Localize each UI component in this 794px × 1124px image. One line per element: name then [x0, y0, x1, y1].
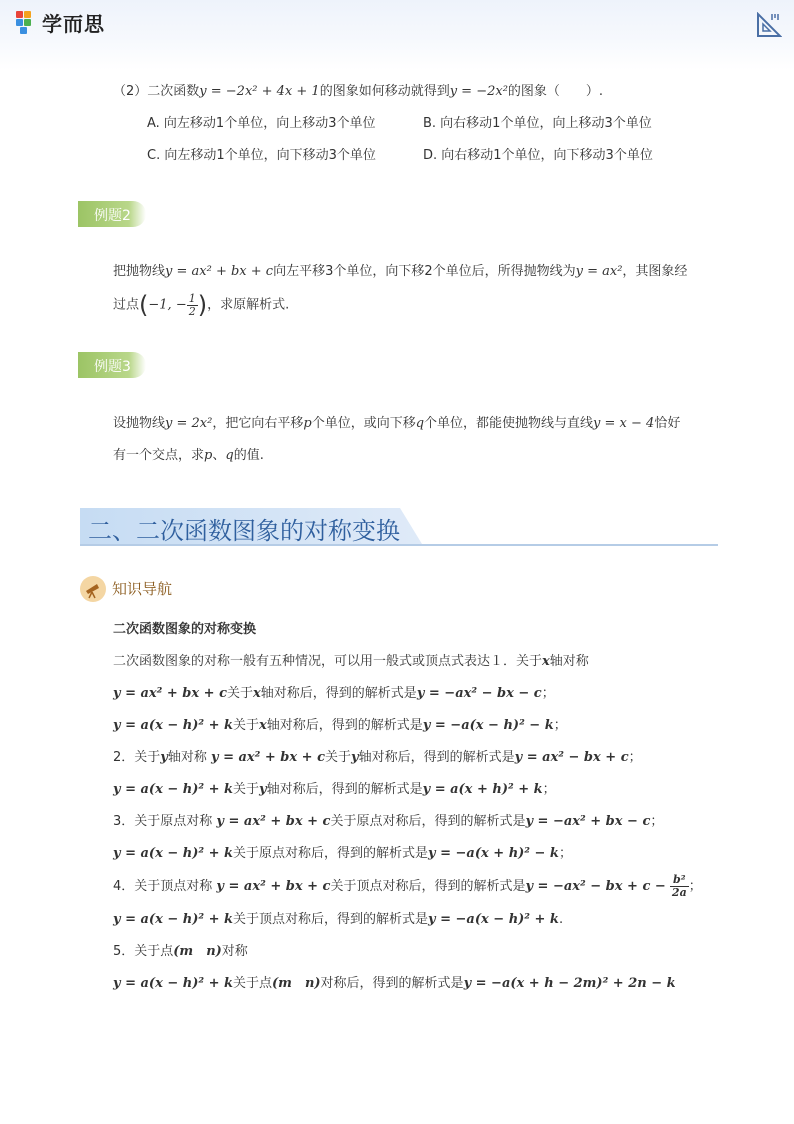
- rule-row: y = a(x − h)² + k关于y轴对称后，得到的解析式是y = a(x + h)² + k；: [113, 782, 556, 797]
- telescope-icon: [80, 576, 106, 602]
- rule-row: 4．关于顶点对称 y = ax² + bx + c关于顶点对称后，得到的解析式是y = −ax² − bx + c − $\frac{\text{b²}}{2a}$ ；: [113, 873, 702, 899]
- rule-row: 5．关于点(m n)对称: [113, 944, 248, 959]
- page-header: [0, 0, 794, 70]
- example-2-line-2: 过点(−1, − $\frac{1}{2}$ )，求原解析式.: [113, 291, 290, 319]
- example-2-label: 例题2: [94, 208, 131, 224]
- knowledge-subtitle: 二次函数图象的对称变换: [113, 622, 257, 637]
- ruler-triangle-icon: [756, 12, 782, 38]
- option-a: A. 向左移动1个单位，向上移动3个单位: [147, 116, 376, 131]
- q2-text: 的图象（ ）.: [507, 84, 604, 99]
- formula: y = ax² + bx + c: [165, 264, 274, 279]
- brand-logo: [16, 8, 105, 37]
- example-3-line-2: 有一个交点，求p、q的值.: [113, 448, 264, 463]
- rule-row: y = a(x − h)² + k关于原点对称后，得到的解析式是y = −a(x + h)² − k；: [113, 846, 572, 861]
- rule-row: y = a(x − h)² + k关于顶点对称后，得到的解析式是y = −a(x − h)² + k.: [113, 912, 564, 927]
- example-3-line-1: 设抛物线y = 2x²，把它向右平移p个单位，或向下移q个单位，都能使抛物线与直线y = x − 4恰好: [113, 416, 681, 431]
- example-2-tag: [78, 201, 146, 227]
- question-2: [113, 82, 603, 102]
- q2-text: （2）二次函数: [113, 84, 200, 99]
- example-3-tag: [78, 352, 146, 378]
- knowledge-intro: 二次函数图象的对称一般有五种情况，可以用一般式或顶点式表达１．关于x轴对称: [113, 654, 589, 669]
- q2-formula-2: y = −2x²: [449, 84, 508, 99]
- formula: y = ax²: [575, 264, 623, 279]
- q2-formula-1: y = −2x² + 4x + 1: [199, 84, 320, 99]
- fraction-b-squared-over-2a: $\frac{\text{b²}}{2a}$: [671, 873, 687, 899]
- point-coordinates: −1, −: [148, 297, 187, 313]
- formula: y = x − 4: [593, 416, 655, 431]
- formula: y = 2x²: [165, 416, 213, 431]
- example-3-label: 例题3: [94, 359, 131, 375]
- fraction-one-half: $\frac{1}{2}$: [188, 291, 196, 318]
- knowledge-nav-label: 知识导航: [112, 580, 173, 598]
- section-title: 二、二次函数图象的对称变换: [88, 517, 400, 545]
- rule-row: y = a(x − h)² + k关于点(m n)对称后，得到的解析式是y = −a(x + h − 2m)² + 2n − k: [113, 976, 676, 991]
- option-c: C. 向左移动1个单位，向下移动3个单位: [147, 148, 376, 163]
- section-heading: [80, 508, 718, 546]
- option-b: B. 向右移动1个单位，向上移动3个单位: [423, 116, 652, 131]
- rule-row: 3．关于原点对称 y = ax² + bx + c关于原点对称后，得到的解析式是y = −ax² + bx − c；: [113, 814, 664, 829]
- q2-text: 的图象如何移动就得到: [319, 84, 450, 99]
- rule-row: y = a(x − h)² + k关于x轴对称后，得到的解析式是y = −a(x − h)² − k；: [113, 718, 567, 733]
- brand-name: 学而思: [42, 12, 105, 36]
- example-2-line-1: 把抛物线y = ax² + bx + c向左平移3个单位，向下移2个单位后，所得抛物线为y = ax²，其图象经: [113, 264, 688, 279]
- rule-row: 2．关于y轴对称 y = ax² + bx + c关于y轴对称后，得到的解析式是y = ax² − bx + c；: [113, 750, 642, 765]
- option-d: D. 向右移动1个单位，向下移动3个单位: [423, 148, 653, 163]
- puzzle-logo-icon: [16, 11, 38, 35]
- rule-row: y = ax² + bx + c关于x轴对称后，得到的解析式是y = −ax² − bx − c；: [113, 686, 555, 701]
